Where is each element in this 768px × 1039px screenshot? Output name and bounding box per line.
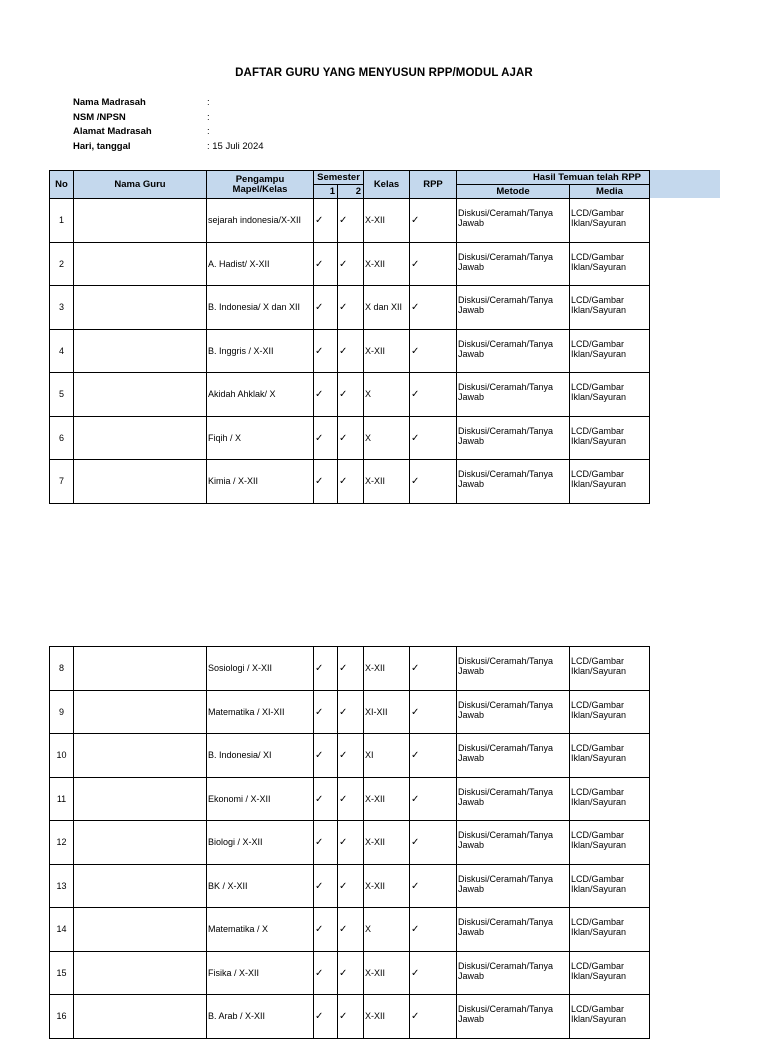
cell-mapel: sejarah indonesia/X-XII <box>207 199 314 243</box>
table-row <box>50 690 650 734</box>
cell-semester-1 <box>314 329 338 373</box>
table-row <box>50 995 650 1039</box>
check-icon: ✓ <box>339 837 348 848</box>
check-icon: ✓ <box>315 706 324 718</box>
table-row <box>50 647 650 691</box>
cell-metode: Diskusi/Ceramah/Tanya Jawab <box>457 951 570 995</box>
cell-semester-2 <box>338 647 364 691</box>
cell-nama-guru <box>74 373 207 417</box>
cell-nama-guru <box>74 647 207 691</box>
cell-mapel: BK / X-XII <box>207 864 314 908</box>
check-icon: ✓ <box>315 1011 324 1022</box>
cell-rpp <box>410 734 457 778</box>
cell-no: 11 <box>50 777 74 821</box>
cell-media: LCD/Gambar Iklan/Sayuran <box>570 242 650 286</box>
check-icon: ✓ <box>339 924 348 935</box>
meta-value: : <box>207 97 210 108</box>
cell-rpp <box>410 647 457 691</box>
cell-media: LCD/Gambar Iklan/Sayuran <box>570 864 650 908</box>
check-icon: ✓ <box>315 967 324 979</box>
cell-nama-guru <box>74 690 207 734</box>
check-icon: ✓ <box>315 476 324 487</box>
check-icon: ✓ <box>411 880 420 892</box>
cell-semester-2 <box>338 690 364 734</box>
cell-nama-guru <box>74 286 207 330</box>
cell-nama-guru <box>74 995 207 1039</box>
cell-kelas: X-XII <box>364 864 410 908</box>
meta-value: : 15 Juli 2024 <box>207 140 264 152</box>
table-header-row <box>50 171 650 185</box>
check-icon: ✓ <box>339 258 348 270</box>
cell-kelas: X <box>364 373 410 417</box>
header-media: Media <box>570 185 650 199</box>
cell-kelas: X-XII <box>364 821 410 865</box>
cell-semester-2 <box>338 995 364 1039</box>
meta-value: : <box>207 126 210 137</box>
cell-semester-1 <box>314 690 338 734</box>
table-row <box>50 734 650 778</box>
table-row <box>50 242 650 286</box>
cell-kelas: X-XII <box>364 777 410 821</box>
cell-nama-guru <box>74 734 207 778</box>
cell-nama-guru <box>74 908 207 952</box>
cell-mapel: B. Indonesia/ XI <box>207 734 314 778</box>
check-icon: ✓ <box>339 476 348 487</box>
cell-metode: Diskusi/Ceramah/Tanya Jawab <box>457 416 570 460</box>
page-title: DAFTAR GURU YANG MENYUSUN RPP/MODUL AJAR <box>235 67 533 79</box>
cell-metode: Diskusi/Ceramah/Tanya Jawab <box>457 864 570 908</box>
check-icon: ✓ <box>411 476 420 487</box>
cell-mapel: Akidah Ahklak/ X <box>207 373 314 417</box>
check-icon: ✓ <box>339 793 348 805</box>
teacher-table-part-2 <box>49 646 650 1039</box>
cell-no: 7 <box>50 460 74 504</box>
cell-nama-guru <box>74 199 207 243</box>
cell-no: 3 <box>50 286 74 330</box>
cell-rpp <box>410 864 457 908</box>
check-icon: ✓ <box>315 215 324 226</box>
cell-metode: Diskusi/Ceramah/Tanya Jawab <box>457 734 570 778</box>
cell-media: LCD/Gambar Iklan/Sayuran <box>570 995 650 1039</box>
check-icon: ✓ <box>411 967 420 979</box>
cell-rpp <box>410 908 457 952</box>
check-icon: ✓ <box>411 750 420 761</box>
cell-kelas: X-XII <box>364 242 410 286</box>
check-icon: ✓ <box>315 432 324 444</box>
cell-semester-2 <box>338 242 364 286</box>
cell-nama-guru <box>74 242 207 286</box>
check-icon: ✓ <box>411 258 420 270</box>
check-icon: ✓ <box>315 924 324 935</box>
meta-label: Alamat Madrasah <box>73 126 152 137</box>
cell-rpp <box>410 373 457 417</box>
cell-kelas: X-XII <box>364 460 410 504</box>
header-kelas: Kelas <box>364 171 410 199</box>
cell-semester-1 <box>314 647 338 691</box>
table-row <box>50 286 650 330</box>
cell-no: 4 <box>50 329 74 373</box>
cell-metode: Diskusi/Ceramah/Tanya Jawab <box>457 373 570 417</box>
cell-rpp <box>410 777 457 821</box>
check-icon: ✓ <box>315 750 324 761</box>
check-icon: ✓ <box>411 924 420 935</box>
cell-media: LCD/Gambar Iklan/Sayuran <box>570 777 650 821</box>
cell-metode: Diskusi/Ceramah/Tanya Jawab <box>457 995 570 1039</box>
cell-kelas: XI <box>364 734 410 778</box>
cell-kelas: X-XII <box>364 951 410 995</box>
cell-no: 12 <box>50 821 74 865</box>
cell-nama-guru <box>74 416 207 460</box>
meta-label: Nama Madrasah <box>73 97 146 108</box>
table-row <box>50 951 650 995</box>
cell-kelas: X-XII <box>364 199 410 243</box>
cell-media: LCD/Gambar Iklan/Sayuran <box>570 286 650 330</box>
check-icon: ✓ <box>315 302 324 313</box>
cell-no: 6 <box>50 416 74 460</box>
cell-media: LCD/Gambar Iklan/Sayuran <box>570 416 650 460</box>
cell-no: 8 <box>50 647 74 691</box>
check-icon: ✓ <box>339 1011 348 1022</box>
cell-rpp <box>410 199 457 243</box>
meta-label: NSM /NPSN <box>73 111 126 123</box>
cell-mapel: Matematika / X <box>207 908 314 952</box>
table-row <box>50 908 650 952</box>
check-icon: ✓ <box>339 302 348 313</box>
check-icon: ✓ <box>339 215 348 226</box>
cell-kelas: X <box>364 416 410 460</box>
cell-semester-1 <box>314 734 338 778</box>
cell-mapel: Fiqih / X <box>207 416 314 460</box>
meta-value: : <box>207 111 210 123</box>
cell-semester-2 <box>338 199 364 243</box>
cell-no: 14 <box>50 908 74 952</box>
cell-nama-guru <box>74 864 207 908</box>
check-icon: ✓ <box>411 389 420 400</box>
cell-rpp <box>410 416 457 460</box>
cell-semester-2 <box>338 734 364 778</box>
header-pengampu: Pengampu Mapel/Kelas <box>207 171 314 199</box>
cell-mapel: Kimia / X-XII <box>207 460 314 504</box>
cell-kelas: X-XII <box>364 329 410 373</box>
check-icon: ✓ <box>411 302 420 313</box>
cell-media: LCD/Gambar Iklan/Sayuran <box>570 690 650 734</box>
check-icon: ✓ <box>315 793 324 805</box>
cell-semester-2 <box>338 460 364 504</box>
cell-semester-1 <box>314 242 338 286</box>
cell-rpp <box>410 821 457 865</box>
table-row <box>50 777 650 821</box>
check-icon: ✓ <box>411 837 420 848</box>
check-icon: ✓ <box>315 663 324 674</box>
check-icon: ✓ <box>315 837 324 848</box>
check-icon: ✓ <box>315 880 324 892</box>
cell-kelas: X-XII <box>364 647 410 691</box>
cell-metode: Diskusi/Ceramah/Tanya Jawab <box>457 199 570 243</box>
check-icon: ✓ <box>339 663 348 674</box>
cell-no: 13 <box>50 864 74 908</box>
cell-semester-2 <box>338 951 364 995</box>
header-rpp: RPP <box>410 171 457 199</box>
cell-semester-2 <box>338 329 364 373</box>
check-icon: ✓ <box>339 432 348 444</box>
check-icon: ✓ <box>411 1011 420 1022</box>
check-icon: ✓ <box>411 663 420 674</box>
cell-no: 9 <box>50 690 74 734</box>
header-nama-guru: Nama Guru <box>74 171 207 199</box>
cell-rpp <box>410 690 457 734</box>
cell-nama-guru <box>74 821 207 865</box>
check-icon: ✓ <box>339 706 348 718</box>
cell-kelas: X <box>364 908 410 952</box>
meta-label: Hari, tanggal <box>73 140 131 152</box>
cell-semester-1 <box>314 821 338 865</box>
cell-nama-guru <box>74 777 207 821</box>
table-row <box>50 416 650 460</box>
cell-semester-2 <box>338 416 364 460</box>
cell-no: 16 <box>50 995 74 1039</box>
table-row <box>50 460 650 504</box>
cell-no: 15 <box>50 951 74 995</box>
cell-rpp <box>410 995 457 1039</box>
check-icon: ✓ <box>315 258 324 270</box>
cell-rpp <box>410 242 457 286</box>
cell-semester-1 <box>314 951 338 995</box>
check-icon: ✓ <box>339 345 348 357</box>
cell-no: 5 <box>50 373 74 417</box>
cell-semester-2 <box>338 908 364 952</box>
cell-semester-1 <box>314 416 338 460</box>
table-body <box>50 647 650 1039</box>
cell-semester-1 <box>314 864 338 908</box>
cell-media: LCD/Gambar Iklan/Sayuran <box>570 821 650 865</box>
cell-mapel: Sosiologi / X-XII <box>207 647 314 691</box>
cell-mapel: Fisika / X-XII <box>207 951 314 995</box>
cell-rpp <box>410 951 457 995</box>
cell-rpp <box>410 286 457 330</box>
cell-nama-guru <box>74 329 207 373</box>
cell-rpp <box>410 460 457 504</box>
check-icon: ✓ <box>411 215 420 226</box>
cell-no: 1 <box>50 199 74 243</box>
cell-mapel: B. Inggris / X-XII <box>207 329 314 373</box>
cell-semester-2 <box>338 777 364 821</box>
cell-semester-1 <box>314 199 338 243</box>
cell-metode: Diskusi/Ceramah/Tanya Jawab <box>457 647 570 691</box>
cell-kelas: X-XII <box>364 995 410 1039</box>
check-icon: ✓ <box>339 750 348 761</box>
header-semester-1: 1 <box>314 185 338 199</box>
cell-media: LCD/Gambar Iklan/Sayuran <box>570 647 650 691</box>
cell-mapel: Ekonomi / X-XII <box>207 777 314 821</box>
cell-metode: Diskusi/Ceramah/Tanya Jawab <box>457 329 570 373</box>
check-icon: ✓ <box>339 389 348 400</box>
cell-semester-1 <box>314 373 338 417</box>
cell-metode: Diskusi/Ceramah/Tanya Jawab <box>457 821 570 865</box>
table-row <box>50 864 650 908</box>
cell-mapel: Biologi / X-XII <box>207 821 314 865</box>
cell-semester-1 <box>314 460 338 504</box>
cell-mapel: B. Indonesia/ X dan XII <box>207 286 314 330</box>
cell-metode: Diskusi/Ceramah/Tanya Jawab <box>457 286 570 330</box>
cell-no: 2 <box>50 242 74 286</box>
cell-media: LCD/Gambar Iklan/Sayuran <box>570 460 650 504</box>
check-icon: ✓ <box>411 432 420 444</box>
cell-metode: Diskusi/Ceramah/Tanya Jawab <box>457 777 570 821</box>
cell-metode: Diskusi/Ceramah/Tanya Jawab <box>457 908 570 952</box>
header-hasil-temuan: Hasil Temuan telah RPP <box>457 171 650 185</box>
cell-metode: Diskusi/Ceramah/Tanya Jawab <box>457 690 570 734</box>
cell-media: LCD/Gambar Iklan/Sayuran <box>570 373 650 417</box>
cell-no: 10 <box>50 734 74 778</box>
cell-metode: Diskusi/Ceramah/Tanya Jawab <box>457 460 570 504</box>
check-icon: ✓ <box>411 793 420 805</box>
cell-metode: Diskusi/Ceramah/Tanya Jawab <box>457 242 570 286</box>
header-semester-2: 2 <box>338 185 364 199</box>
table-row <box>50 329 650 373</box>
cell-semester-1 <box>314 908 338 952</box>
cell-kelas: XI-XII <box>364 690 410 734</box>
check-icon: ✓ <box>315 389 324 400</box>
check-icon: ✓ <box>411 706 420 718</box>
table-row <box>50 199 650 243</box>
header-semester: Semester <box>314 171 364 185</box>
cell-semester-1 <box>314 286 338 330</box>
check-icon: ✓ <box>339 880 348 892</box>
cell-media: LCD/Gambar Iklan/Sayuran <box>570 329 650 373</box>
cell-mapel: B. Arab / X-XII <box>207 995 314 1039</box>
cell-nama-guru <box>74 951 207 995</box>
cell-nama-guru <box>74 460 207 504</box>
cell-semester-2 <box>338 286 364 330</box>
cell-semester-2 <box>338 373 364 417</box>
check-icon: ✓ <box>411 345 420 357</box>
teacher-table-part-1 <box>49 170 650 504</box>
cell-kelas: X dan XII <box>364 286 410 330</box>
cell-semester-1 <box>314 777 338 821</box>
table-row <box>50 821 650 865</box>
cell-media: LCD/Gambar Iklan/Sayuran <box>570 951 650 995</box>
cell-media: LCD/Gambar Iklan/Sayuran <box>570 199 650 243</box>
cell-mapel: Matematika / XI-XII <box>207 690 314 734</box>
cell-mapel: A. Hadist/ X-XII <box>207 242 314 286</box>
cell-rpp <box>410 329 457 373</box>
table-row <box>50 373 650 417</box>
cell-semester-2 <box>338 864 364 908</box>
header-no: No <box>50 171 74 199</box>
cell-media: LCD/Gambar Iklan/Sayuran <box>570 908 650 952</box>
cell-semester-2 <box>338 821 364 865</box>
check-icon: ✓ <box>315 345 324 357</box>
header-metode: Metode <box>457 185 570 199</box>
table-body <box>50 171 650 504</box>
cell-semester-1 <box>314 995 338 1039</box>
cell-media: LCD/Gambar Iklan/Sayuran <box>570 734 650 778</box>
check-icon: ✓ <box>339 967 348 979</box>
